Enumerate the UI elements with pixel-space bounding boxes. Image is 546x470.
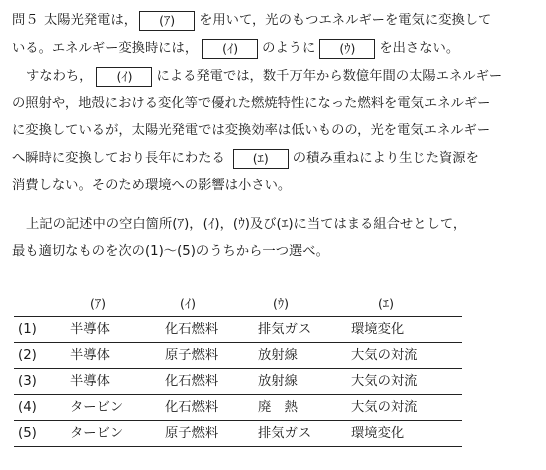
question-text: の照射や，地殻における変化等で優れた燃焼特性になった燃料を電気エネルギー bbox=[12, 96, 491, 111]
question-line-7 bbox=[12, 175, 291, 197]
choice-number: (5) bbox=[18, 426, 37, 441]
question-line-2 bbox=[12, 38, 459, 60]
instruction-text: 上記の記述中の空白箇所(ｱ)，(ｲ)，(ｳ)及び(ｴ)に当てはまる組合せとして， bbox=[26, 217, 467, 232]
choice-cell-c: 放射線 bbox=[258, 374, 298, 389]
choice-cell-c: 放射線 bbox=[258, 348, 298, 363]
question-line-5 bbox=[12, 120, 490, 142]
question-text: へ瞬時に変換しており長年にわたる bbox=[12, 151, 225, 166]
question-text: を出さない。 bbox=[379, 41, 460, 56]
column-header-b: (ｲ) bbox=[180, 296, 197, 311]
choice-cell-c: 廃 熱 bbox=[258, 400, 298, 415]
choice-cell-a: 半導体 bbox=[70, 348, 110, 363]
blank-box-c: (ｳ) bbox=[319, 39, 375, 59]
question-line-3 bbox=[26, 66, 502, 88]
choices-table bbox=[14, 316, 462, 447]
choice-cell-d: 大気の対流 bbox=[351, 400, 418, 415]
instruction-line-2 bbox=[12, 241, 329, 263]
question-number: 問５ bbox=[12, 13, 39, 28]
question-text: 消費しない。そのため環境への影響は小さい。 bbox=[12, 178, 292, 193]
question-line-1 bbox=[12, 10, 491, 32]
choice-cell-b: 化石燃料 bbox=[165, 374, 219, 389]
choice-cell-a: 半導体 bbox=[70, 322, 110, 337]
choice-cell-b: 原子燃料 bbox=[165, 426, 219, 441]
choice-cell-b: 化石燃料 bbox=[165, 322, 219, 337]
table-row bbox=[14, 343, 462, 369]
choice-number: (1) bbox=[18, 322, 37, 337]
choice-cell-d: 環境変化 bbox=[351, 426, 405, 441]
question-text: を用いて，光のもつエネルギーを電気に変換して bbox=[199, 13, 492, 28]
blank-box-b: (ｲ) bbox=[96, 67, 152, 87]
choice-number: (2) bbox=[18, 348, 37, 363]
question-text: すなわち， bbox=[26, 69, 93, 84]
question-text: のように bbox=[262, 41, 316, 56]
choice-cell-d: 大気の対流 bbox=[351, 348, 418, 363]
table-row bbox=[14, 395, 462, 421]
question-text: の積み重ねにより生じた資源を bbox=[292, 151, 479, 166]
table-row bbox=[14, 421, 462, 447]
choice-cell-b: 化石燃料 bbox=[165, 400, 219, 415]
question-line-6 bbox=[12, 148, 479, 170]
instruction-line-1 bbox=[26, 214, 466, 236]
table-row bbox=[14, 369, 462, 395]
choice-number: (3) bbox=[18, 374, 37, 389]
table-row bbox=[14, 317, 462, 343]
choice-cell-a: タービン bbox=[70, 400, 124, 415]
column-header-c: (ｳ) bbox=[273, 296, 290, 311]
choice-cell-b: 原子燃料 bbox=[165, 348, 219, 363]
choice-cell-d: 環境変化 bbox=[351, 322, 405, 337]
instruction-text: 最も適切なものを次の(1)～(5)のうちから一つ選べ。 bbox=[12, 244, 329, 259]
column-header-a: (ｱ) bbox=[90, 296, 107, 311]
blank-box-a: (ｱ) bbox=[139, 11, 195, 31]
question-text: いる。エネルギー変換時には， bbox=[12, 41, 199, 56]
question-line-4 bbox=[12, 93, 490, 115]
blank-box-d: (ｴ) bbox=[233, 149, 289, 169]
choices-header bbox=[0, 294, 546, 314]
blank-box-b: (ｲ) bbox=[202, 39, 258, 59]
question-text: による発電では，数千万年から数億年間の太陽エネルギー bbox=[156, 69, 503, 84]
choice-cell-c: 排気ガス bbox=[258, 426, 312, 441]
choice-cell-a: 半導体 bbox=[70, 374, 110, 389]
choice-cell-d: 大気の対流 bbox=[351, 374, 418, 389]
question-text: に変換しているが，太陽光発電では変換効率は低いものの，光を電気エネルギー bbox=[12, 123, 491, 138]
question-text: 太陽光発電は， bbox=[44, 13, 138, 28]
choice-cell-c: 排気ガス bbox=[258, 322, 312, 337]
choice-cell-a: タービン bbox=[70, 426, 124, 441]
choice-number: (4) bbox=[18, 400, 37, 415]
column-header-d: (ｴ) bbox=[378, 296, 395, 311]
